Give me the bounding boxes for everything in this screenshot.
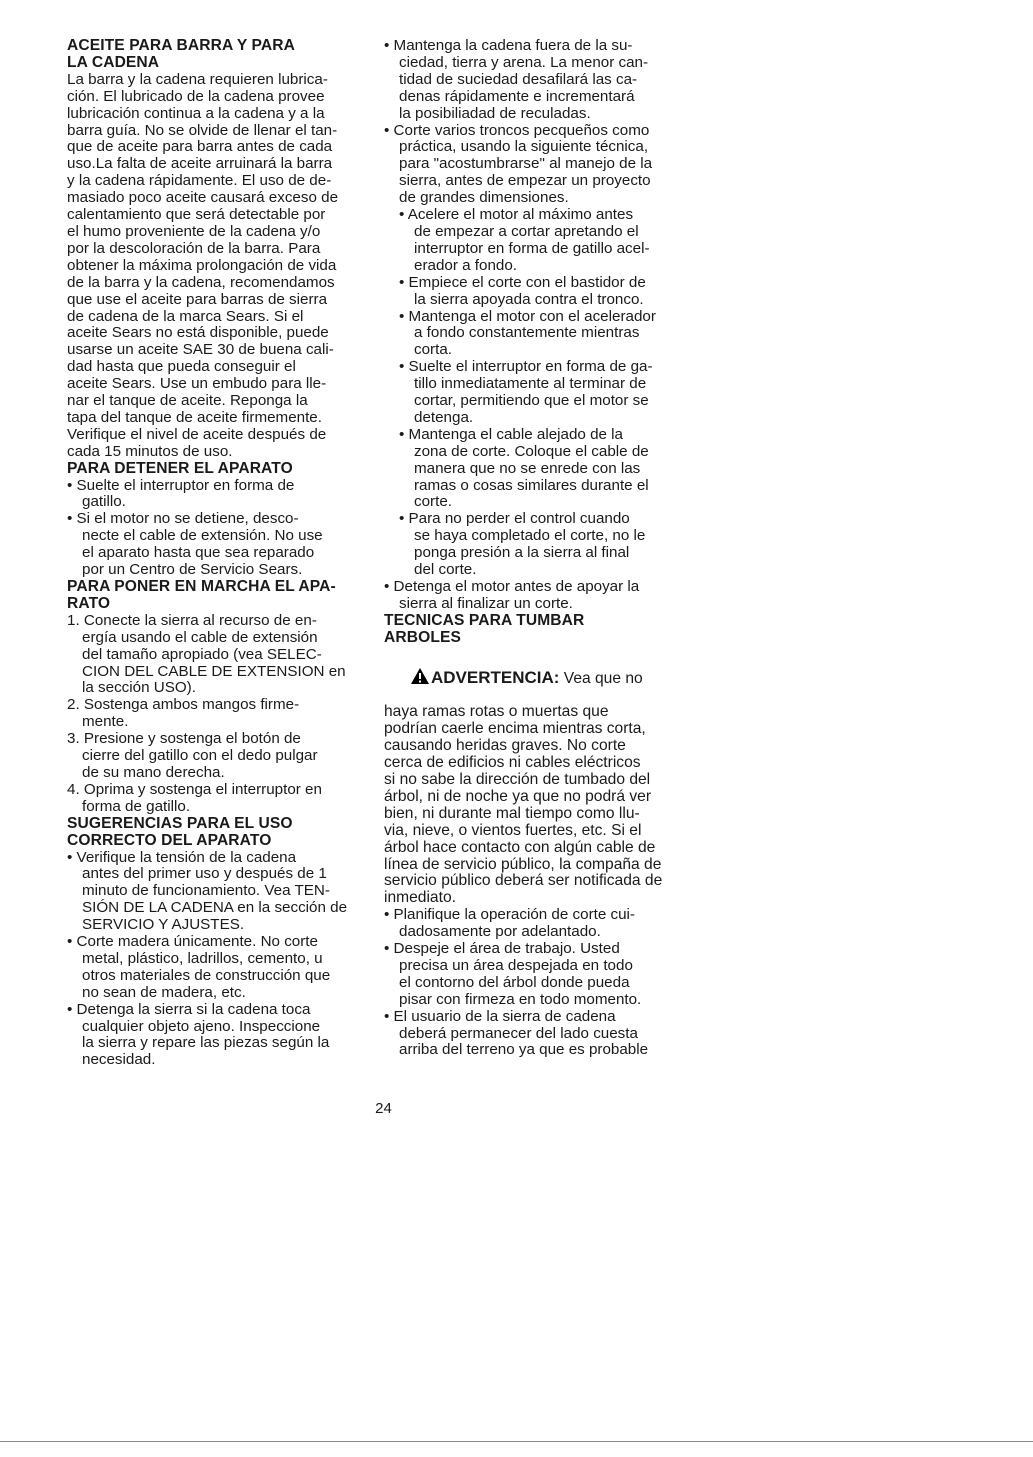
bullet-item: • Suelte el interruptor en forma de: [67, 476, 295, 494]
text-line: barra guía. No se olvide de llenar el tan-: [67, 121, 338, 139]
text-line: cierre del gatillo con el dedo pulgar: [82, 747, 318, 765]
text-line: minuto de funcionamiento. Vea TEN-: [82, 882, 330, 900]
warning-line: servicio público deberá ser notificada de: [384, 872, 663, 890]
text-line: de su mano derecha.: [82, 763, 225, 781]
bullet-item: • Si el motor no se detiene, desco-: [67, 510, 299, 528]
text-line: calentamiento que será detectable por: [67, 206, 326, 224]
text-line: cualquier objeto ajeno. Inspeccione: [82, 1017, 321, 1035]
text-line: se haya completado el corte, no le: [414, 527, 646, 545]
text-line: masiado poco aceite causará exceso de: [67, 189, 339, 207]
text-line: interruptor en forma de gatillo acel-: [414, 239, 650, 257]
text-line: la posibiliadad de reculadas.: [399, 104, 591, 122]
warning-line: haya ramas rotas o muertas que: [384, 703, 609, 721]
right-column-top: [384, 38, 684, 647]
text-line: no sean de madera, etc.: [82, 983, 246, 1001]
text-line: precisa un área despejada en todo: [399, 956, 633, 974]
numbered-item: 4. Oprima y sostenga el interruptor en: [67, 780, 322, 798]
text-line: ramas o cosas similares durante el: [414, 476, 649, 494]
text-line: del corte.: [414, 561, 477, 579]
text-line: aceite Sears. Use un embudo para lle-: [67, 375, 327, 393]
text-line: a fondo constantemente mientras: [414, 324, 640, 342]
text-line: de cadena de la marca Sears. Si el: [67, 307, 304, 325]
text-line: dadosamente por adelantado.: [399, 923, 601, 941]
numbered-item: 2. Sostenga ambos mangos firme-: [67, 696, 300, 714]
text-line: tillo inmediatamente al terminar de: [414, 375, 647, 393]
warning-icon: [410, 667, 430, 685]
text-line: obtener la máxima prolongación de vida: [67, 256, 337, 274]
text-line: tapa del tanque de aceite firmemente.: [67, 408, 322, 426]
section-heading: RATO: [67, 594, 111, 612]
warning-line: causando heridas graves. No corte: [384, 737, 626, 755]
bullet-item: • Detenga el motor antes de apoyar la: [384, 578, 640, 595]
text-line: práctica, usando la siguiente técnica,: [399, 138, 649, 156]
text-line: corta.: [414, 341, 452, 359]
text-line: uso.La falta de aceite arruinará la barra: [67, 155, 333, 173]
section-heading: CORRECTO DEL APARATO: [67, 831, 272, 849]
section-heading: SUGERENCIAS PARA EL USO: [67, 814, 293, 832]
bullet-item: • Mantenga el motor con el acelerador: [399, 307, 656, 325]
bullet-item: • Detenga la sierra si la cadena toca: [67, 1000, 311, 1018]
bullet-item: • El usuario de la sierra de cadena: [384, 1007, 616, 1025]
text-line: por la descoloración de la barra. Para: [67, 239, 321, 257]
bullet-item: • Planifique la operación de corte cui-: [384, 906, 635, 924]
warning-block: [384, 650, 684, 908]
bullet-item: • Empiece el corte con el bastidor de: [399, 273, 646, 291]
warning-line: línea de servicio público, la compaña de: [384, 855, 662, 873]
text-line: la sección USO).: [82, 679, 196, 697]
text-line: CION DEL CABLE DE EXTENSION en: [82, 662, 346, 680]
right-column-bottom: [384, 907, 684, 1059]
text-line: aceite Sears no está disponible, puede: [67, 324, 329, 342]
text-line: usarse un aceite SAE 30 de buena cali-: [67, 341, 334, 359]
text-line: necesidad.: [82, 1051, 156, 1069]
warning-first-line: Vea que no: [559, 669, 643, 687]
text-line: zona de corte. Coloque el cable de: [414, 442, 649, 460]
text-line: ciedad, tierra y arena. La menor can-: [399, 53, 649, 71]
bullet-item: • Corte madera únicamente. No corte: [67, 933, 318, 951]
text-line: ponga presión a la sierra al final: [414, 544, 630, 562]
text-line: nar el tanque de aceite. Reponga la: [67, 392, 308, 410]
bottom-rule: [0, 1441, 1033, 1442]
text-line: mente.: [82, 713, 129, 731]
left-column: [67, 38, 367, 1069]
warning-label: ADVERTENCIA:: [431, 667, 560, 687]
text-line: antes del primer uso y después de 1: [82, 865, 327, 883]
numbered-item: 1. Conecte la sierra al recurso de en-: [67, 611, 317, 629]
bullet-item: • Acelere el motor al máximo antes: [399, 206, 634, 224]
text-line: pisar con firmeza en todo momento.: [399, 990, 642, 1008]
text-line: de empezar a cortar apretando el: [414, 222, 639, 240]
text-line: por un Centro de Servicio Sears.: [82, 561, 303, 579]
warning-text: [384, 704, 684, 907]
bullet-item: • Suelte el interruptor en forma de ga-: [399, 358, 653, 376]
bullet-item: • Corte varios troncos pecqueños como: [384, 121, 650, 139]
text-line: detenga.: [414, 408, 474, 426]
text-line: SIÓN DE LA CADENA en la sección de: [82, 899, 348, 917]
bullet-item: • Despeje el área de trabajo. Usted: [384, 940, 620, 958]
text-line: de la barra y la cadena, recomendamos: [67, 273, 335, 291]
text-line: forma de gatillo.: [82, 797, 191, 815]
text-line: del tamaño apropiado (vea SELEC-: [82, 645, 322, 663]
section-heading: PARA DETENER EL APARATO: [67, 459, 293, 477]
text-line: cada 15 minutos de uso.: [67, 442, 233, 460]
page-number: 24: [375, 1100, 392, 1117]
warning-line: árbol hace contacto con algún cable de: [384, 838, 656, 856]
warning-line: árbol, ni de noche ya que no podrá ver: [384, 787, 652, 805]
text-line: erador a fondo.: [414, 256, 518, 274]
text-line: que de aceite para barra antes de cada: [67, 138, 333, 156]
text-line: otros materiales de construcción que: [82, 966, 331, 984]
text-line: para "acostumbrarse" al manejo de la: [399, 155, 653, 173]
text-line: La barra y la cadena requieren lubrica-: [67, 70, 328, 88]
text-line: la sierra y repare las piezas según la: [82, 1034, 330, 1052]
section-heading: PARA PONER EN MARCHA EL APA-: [67, 578, 336, 595]
text-line: deberá permanecer del lado cuesta: [399, 1024, 638, 1042]
bullet-item: • Para no perder el control cuando: [399, 510, 630, 528]
text-line: tidad de suciedad desafilará las ca-: [399, 70, 638, 88]
section-heading: ACEITE PARA BARRA Y PARA: [67, 37, 295, 54]
section-heading: ARBOLES: [384, 628, 461, 646]
right-column: [384, 38, 684, 1059]
bullet-item: • Verifique la tensión de la cadena: [67, 848, 297, 866]
warning-line: bien, ni durante mal tiempo como llu-: [384, 804, 640, 822]
warning-line: via, nieve, o vientos fuertes, etc. Si el: [384, 821, 642, 839]
warning-line: inmediato.: [384, 889, 456, 907]
numbered-item: 3. Presione y sostenga el botón de: [67, 730, 301, 748]
warning-line: cerca de edificios ni cables eléctricos: [384, 754, 641, 772]
warning-line: si no sabe la dirección de tumbado del: [384, 770, 651, 788]
text-line: corte.: [414, 493, 452, 511]
bullet-item: • Mantenga la cadena fuera de la su-: [384, 37, 633, 54]
text-line: Verifique el nivel de aceite después de: [67, 425, 327, 443]
text-line: de grandes dimensiones.: [399, 189, 569, 207]
text-line: necte el cable de extensión. No use: [82, 527, 323, 545]
text-line: cortar, permitiendo que el motor se: [414, 392, 649, 410]
text-line: manera que no se enrede con las: [414, 459, 641, 477]
text-line: el humo proveniente de la cadena y/o: [67, 222, 321, 240]
text-line: ción. El lubricado de la cadena provee: [67, 87, 325, 105]
text-line: ergía usando el cable de extensión: [82, 628, 318, 646]
text-line: gatillo.: [82, 493, 126, 511]
text-line: SERVICIO Y AJUSTES.: [82, 916, 245, 934]
warning-line: podrían caerle encima mientras corta,: [384, 720, 646, 738]
text-line: metal, plástico, ladrillos, cemento, u: [82, 949, 323, 967]
bullet-item: • Mantenga el cable alejado de la: [399, 425, 624, 443]
text-line: arriba del terreno ya que es probable: [399, 1041, 649, 1059]
text-line: dad hasta que pueda conseguir el: [67, 358, 296, 376]
section-heading: TECNICAS PARA TUMBAR: [384, 611, 585, 629]
text-line: lubricación continua a la cadena y a la: [67, 104, 325, 122]
text-line: el contorno del árbol donde pueda: [399, 973, 630, 991]
text-line: denas rápidamente e incrementará: [399, 87, 635, 105]
text-line: sierra, antes de empezar un proyecto: [399, 172, 651, 190]
text-line: sierra al finalizar un corte.: [399, 594, 573, 612]
text-line: que use el aceite para barras de sierra: [67, 290, 328, 308]
text-line: la sierra apoyada contra el tronco.: [414, 290, 644, 308]
text-line: y la cadena rápidamente. El uso de de-: [67, 172, 332, 190]
text-line: el aparato hasta que sea reparado: [82, 544, 315, 562]
section-heading: LA CADENA: [67, 53, 160, 71]
